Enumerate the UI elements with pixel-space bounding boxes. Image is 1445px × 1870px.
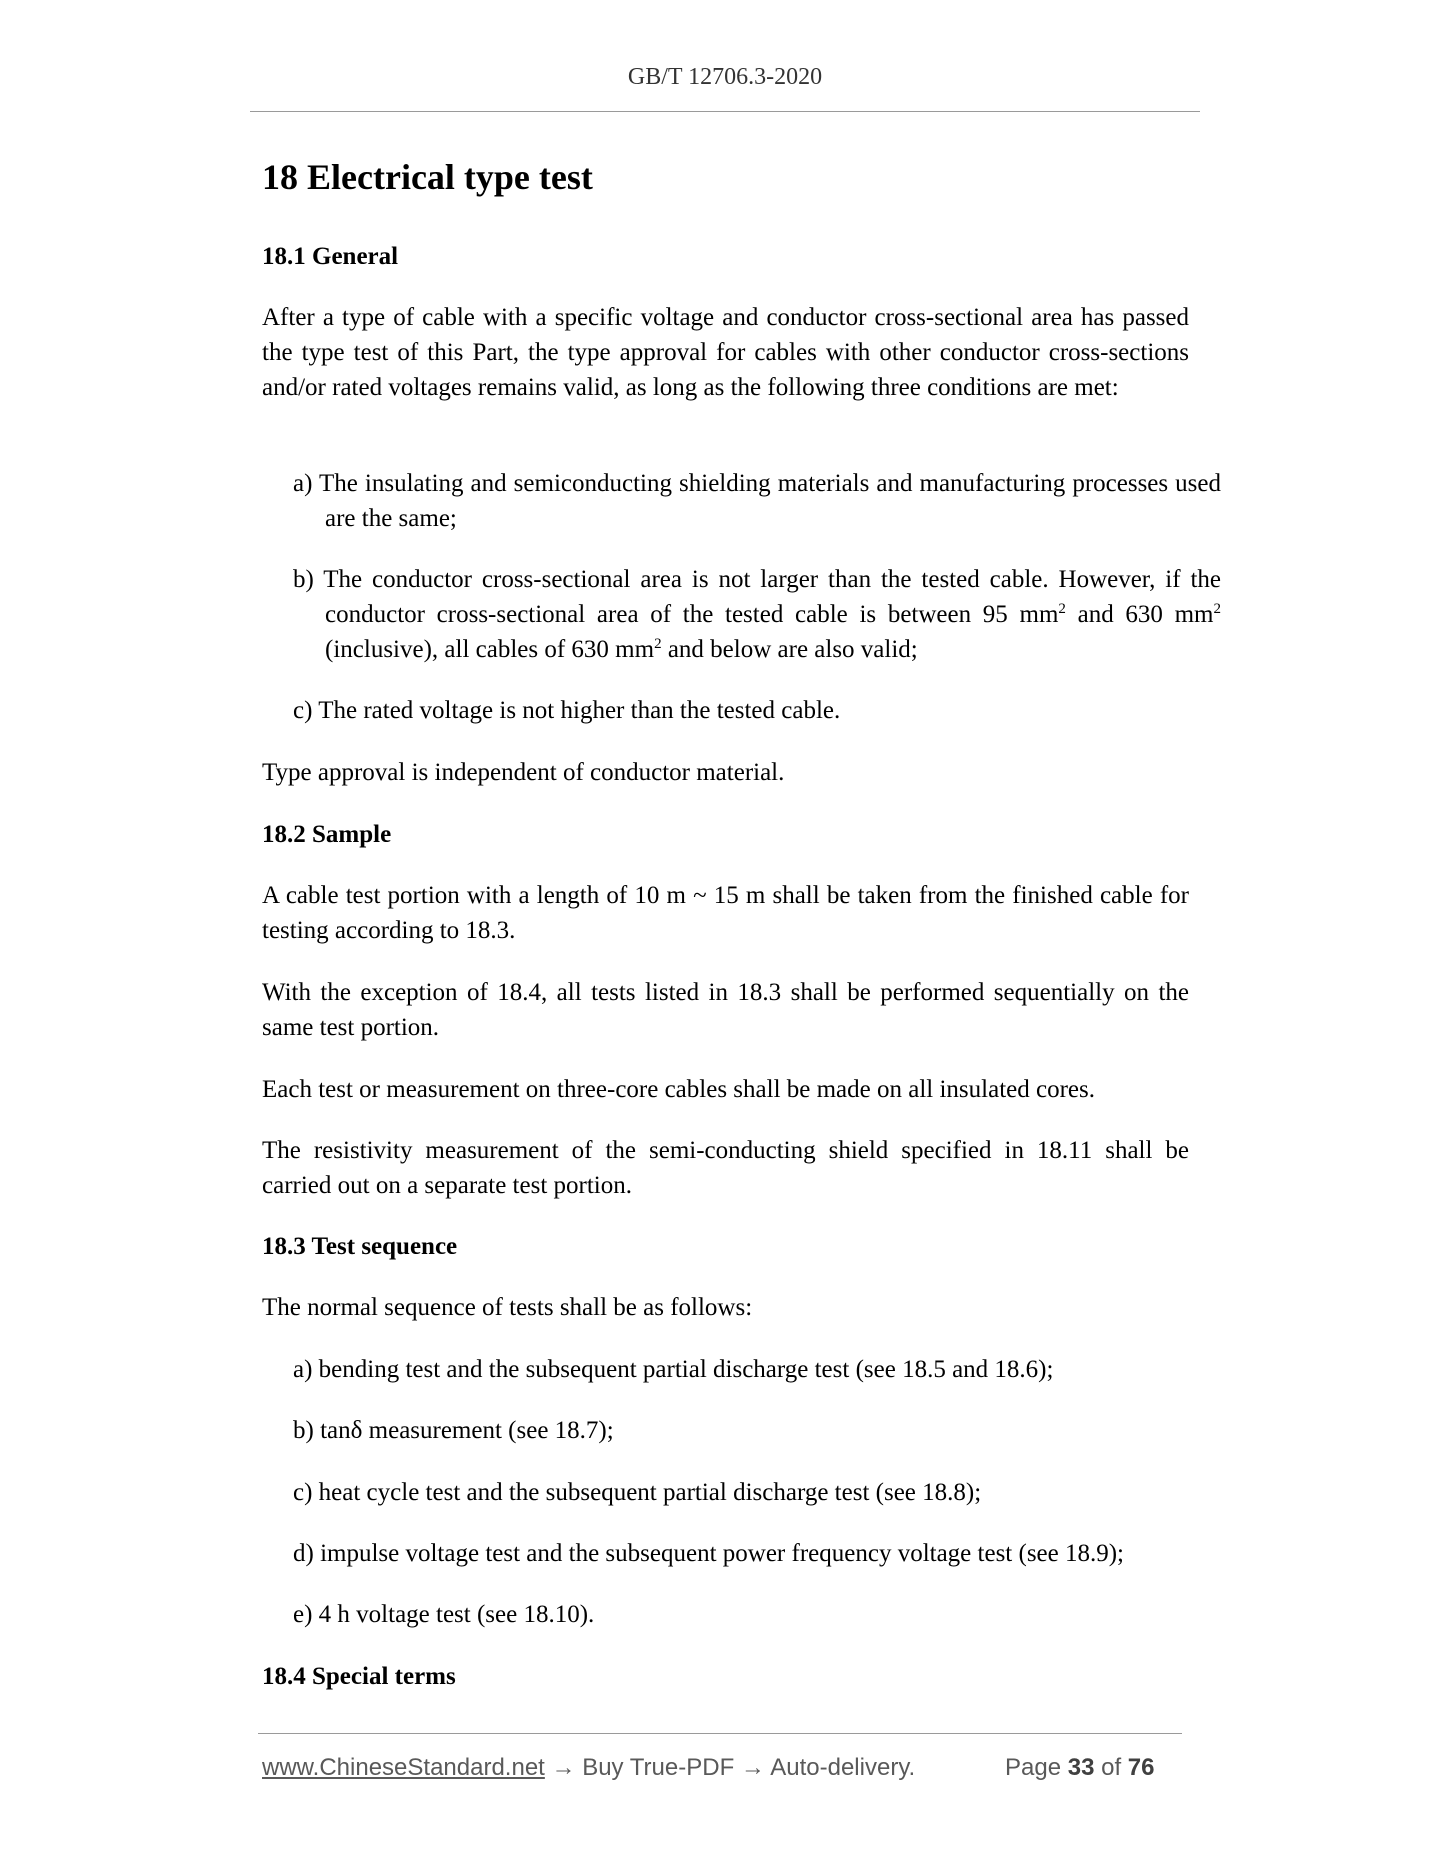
list-item-18-3-c: c) heat cycle test and the subsequent partial discharge test (see 18.8);	[293, 1479, 982, 1506]
of-label: of	[1101, 1754, 1122, 1781]
page-current: 33	[1067, 1754, 1095, 1781]
arrow-right-icon: →	[740, 1754, 765, 1781]
paragraph-18-1-closing: Type approval is independent of conductor material.	[262, 759, 785, 786]
superscript-2: 2	[654, 636, 662, 652]
auto-delivery-text: Auto-delivery.	[770, 1754, 916, 1781]
list-item-18-3-a: a) bending test and the subsequent partial discharge test (see 18.5 and 18.6);	[293, 1356, 1054, 1383]
website-link[interactable]: www.ChineseStandard.net	[262, 1754, 545, 1781]
page-label: Page	[1005, 1754, 1062, 1781]
list-item-18-3-e: e) 4 h voltage test (see 18.10).	[293, 1601, 595, 1628]
section-title: 18 Electrical type test	[262, 157, 593, 197]
item-b-text-4: and below are also valid;	[661, 636, 918, 663]
superscript-2: 2	[1213, 601, 1221, 617]
list-item-18-3-d: d) impulse voltage test and the subsequent power frequency voltage test (see 18.9);	[293, 1540, 1125, 1567]
paragraph-18-2-2: With the exception of 18.4, all tests listed in 18.3 shall be performed sequentially on the same test portion.	[262, 979, 1189, 1041]
footer-promo	[262, 1752, 915, 1784]
paragraph-18-2-1: A cable test portion with a length of 10 m ~ 15 m shall be taken from the finished cable for testing according to 18.3.	[262, 882, 1189, 944]
heading-18-3: 18.3 Test sequence	[262, 1233, 458, 1260]
running-header: GB/T 12706.3-2020	[627, 64, 823, 90]
heading-18-4: 18.4 Special terms	[262, 1663, 456, 1690]
header-rule	[250, 111, 1200, 112]
superscript-2: 2	[1058, 601, 1066, 617]
paragraph-18-2-3: Each test or measurement on three-core cables shall be made on all insulated cores.	[262, 1076, 1095, 1103]
paragraph-18-3-intro: The normal sequence of tests shall be as follows:	[262, 1294, 753, 1321]
item-b-text-3: (inclusive), all cables of 630 mm	[325, 636, 655, 663]
heading-18-2: 18.2 Sample	[262, 821, 392, 848]
list-item-18-1-b	[293, 562, 1221, 667]
heading-18-1: 18.1 General	[262, 243, 399, 270]
buy-true-pdf-link[interactable]: Buy True-PDF	[582, 1754, 735, 1781]
item-b-text-2: and 630 mm	[1065, 601, 1214, 628]
arrow-right-icon: →	[551, 1754, 576, 1781]
paragraph-18-1-intro: After a type of cable with a specific voltage and conductor cross-sectional area has passed the type test of this Part, the type approval for cables with other conductor cross-sections and/or rated voltages remains valid, as long as the following three conditions are met:	[262, 304, 1189, 401]
page-counter	[1005, 1752, 1155, 1784]
item-b-text-1: b) The conductor cross-sectional area is not larger than the tested cable. However, if the conductor cross-sectional area of the tested cable is between 95 mm	[293, 566, 1221, 628]
list-item-18-1-a: a) The insulating and semiconducting shielding materials and manufacturing processes used are the same;	[293, 470, 1221, 532]
footer-rule	[258, 1733, 1182, 1734]
list-item-18-1-c: c) The rated voltage is not higher than the tested cable.	[293, 697, 841, 724]
list-item-18-3-b: b) tanδ measurement (see 18.7);	[293, 1417, 614, 1444]
page-total: 76	[1127, 1754, 1155, 1781]
paragraph-18-2-4: The resistivity measurement of the semi-conducting shield specified in 18.11 shall be carried out on a separate test portion.	[262, 1137, 1189, 1199]
